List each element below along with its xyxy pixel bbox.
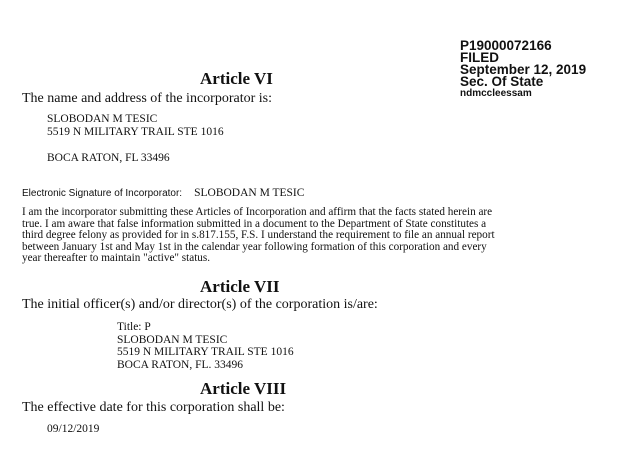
- officer-block: [117, 321, 294, 371]
- affirmation-line: true. I am aware that false information submitted in a document to the Department of State constitutes a: [22, 217, 487, 230]
- effective-date: 09/12/2019: [47, 423, 100, 435]
- article-6-intro: The name and address of the incorporator is:: [22, 91, 272, 106]
- electronic-signature: [22, 183, 304, 201]
- affirmation-line: between January 1st and May 1st in the calendar year following formation of this corporation and every: [22, 240, 487, 253]
- article-8-intro: The effective date for this corporation shall be:: [22, 400, 285, 415]
- incorporator-street: 5519 N MILITARY TRAIL STE 1016: [47, 125, 224, 138]
- signature-label: Electronic Signature of Incorporator:: [22, 188, 183, 199]
- article-7-intro: The initial officer(s) and/or director(s) of the corporation is/are:: [22, 297, 378, 312]
- officer-title: Title: P: [117, 321, 151, 333]
- signature-name: SLOBODAN M TESIC: [194, 187, 305, 199]
- filer-id: ndmccleessam: [460, 88, 532, 99]
- affirmation-line: year thereafter to maintain "active" status.: [22, 252, 211, 264]
- article-8-heading: Article VIII: [200, 379, 287, 398]
- incorporator-address: [47, 113, 224, 138]
- affirmation-paragraph: [22, 207, 622, 265]
- filed-date: September 12, 2019: [460, 62, 587, 77]
- filing-office: Sec. Of State: [460, 74, 544, 89]
- affirmation-line: third degree felony as provided for in s.817.155, F.S. I understand the requirement to file an annual report: [22, 229, 495, 241]
- filing-stamp: [460, 40, 586, 100]
- article-6-heading: Article VI: [200, 69, 273, 88]
- filed-status: FILED: [460, 50, 499, 65]
- affirmation-line: I am the incorporator submitting these Articles of Incorporation and affirm that the facts stated herein are: [22, 206, 493, 218]
- officer-street: 5519 N MILITARY TRAIL STE 1016: [117, 346, 294, 358]
- document-number: P19000072166: [460, 38, 552, 53]
- incorporator-name: SLOBODAN M TESIC: [47, 113, 158, 125]
- officer-city: BOCA RATON, FL. 33496: [117, 358, 243, 371]
- article-7-heading: Article VII: [200, 277, 280, 296]
- incorporator-city: BOCA RATON, FL 33496: [47, 152, 170, 164]
- officer-name: SLOBODAN M TESIC: [117, 333, 228, 346]
